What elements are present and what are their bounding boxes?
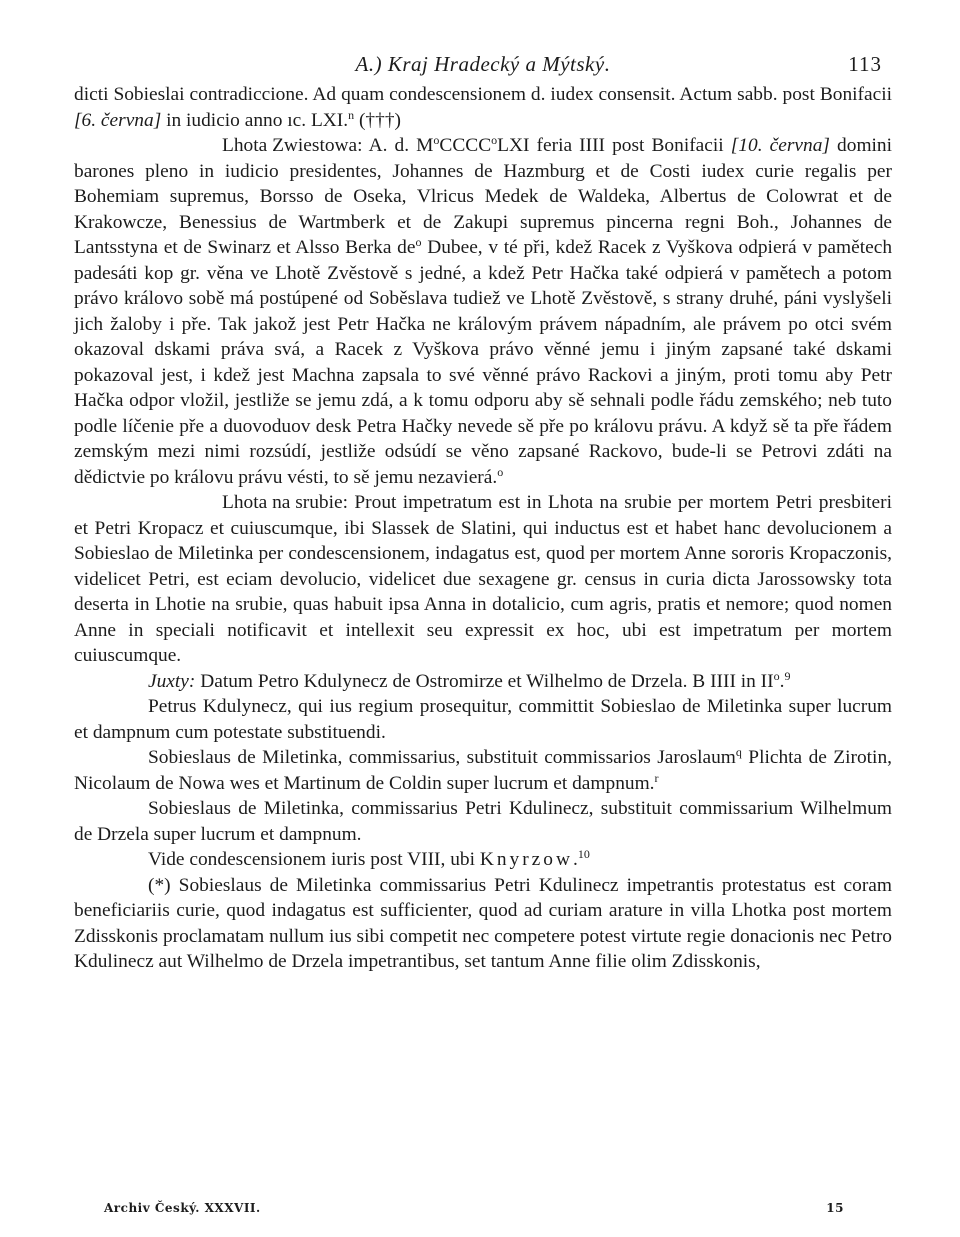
paragraph [74, 490, 892, 669]
text-run: Datum Petro Kdulynecz de Ostromirze et Wilhelmo de Drzela. B IIII in II [195, 670, 774, 692]
paragraph [74, 82, 892, 133]
footnote-mark: 10 [577, 847, 590, 861]
section-heading: Lhota na srubie: [222, 492, 349, 513]
text-run: . [572, 849, 578, 870]
text-run: Sobieslaus de Miletinka, commissarius, substituit commissarios Jaroslaum [148, 747, 736, 768]
paragraph [74, 133, 892, 490]
text-run: Sobieslaus de Miletinka, commissarius Petri Kdulinecz, substituit commissarium Wilhelmum de Drzela super lucrum et dampnum. [74, 798, 892, 845]
footnote-mark: r [654, 770, 659, 785]
footnote-mark: o [497, 464, 504, 479]
text-run: Knyrzow [479, 849, 573, 870]
text-run: Juxty: [148, 670, 196, 692]
footnote-mark: o [415, 235, 422, 249]
text-run: [10. června] [730, 135, 830, 156]
text-run: Petrus Kdulynecz, qui ius regium prosequitur, committit Sobieslao de Miletinka super lucrum et dampnum cum potestate substituendi. [74, 696, 892, 743]
footnote-mark: 9 [784, 668, 791, 683]
text-run: [6. června] [74, 109, 162, 131]
text-run: A. d. M [362, 135, 434, 156]
footnote-mark: n [348, 107, 355, 122]
section-heading: Lhota Zwiestowa: [222, 135, 363, 156]
page-header [74, 52, 892, 82]
paragraph [74, 669, 892, 695]
text-run: (*) Sobieslaus de Miletinka commissarius Petri Kdulinecz impetrantis protestatus est coram beneficiariis curie, quod indagatus est sufficienter, quod ad curiam arature in villa Lhotka post mortem Zdisskonis proclamatam nullum ius sibi competit nec competere potest virtute regie donacionis nec Petro Kdulinecz aut Wilhelmo de Drzela impetrantibus, set tantum Anne filie olim Zdisskonis, [74, 874, 892, 972]
text-run: (†††) [354, 109, 401, 131]
footnote-mark: o [773, 668, 780, 683]
journal-signature: Archiv Český. XXXVII. [104, 1201, 261, 1215]
text-run: domini barones pleno in iudicio presidentes, Johannes de Hazmburg et de Costi iudex curie regalis per Bohemiam supremus, Borsso de Oseka, Vlricus Medek de Waldeka, Albertus de Colowrat et de Krakowcze, Benessius de Wartmberk et de Zakupi supremus pincerna regni Boh., Johannes de Lantsstyna et de Swinarz et Alsso Berka de [74, 135, 892, 258]
paragraph [74, 873, 892, 975]
text-run: LXI feria IIII post Bonifacii [497, 135, 731, 156]
text-run: Vide condescensionem iuris post VIII, ubi [148, 849, 480, 870]
text-run: dicti Sobieslai contradiccione. Ad quam condescensionem d. iudex consensit. Actum sabb. post Bonifacii [74, 84, 892, 105]
running-title: A.) Kraj Hradecký a Mýtský. [355, 52, 611, 76]
text-run: in iudicio anno ıc. LXI. [161, 109, 349, 131]
page-footer [104, 1201, 844, 1221]
text-run: Prout impetratum est in Lhota na srubie per mortem Petri presbiteri et Petri Kropacz et cuiuscumque, ibi Slassek de Slatini, qui inductus est et habet hanc devolucionem a Sobieslao de Miletinka per condescensionem, indagatus est, quod per mortem Anne sororis Kropaczonis, videlicet Petri, est eciam devolucio, videlicet due sexagene gr. census in curia dicta Jarossowsky tota deserta in Lhotie na srubie, quas habuit ipsa Anna in dotalicio, cum agris, pratis et nemore; quod nomen Anne in speciali notificavit et intellexit seu expressit ex hoc, ubi est impetratum per mortem cuiuscumque. [74, 492, 892, 666]
paragraph [74, 847, 892, 873]
document-body [74, 82, 892, 975]
text-run: . [779, 670, 785, 692]
sheet-signature: 15 [826, 1201, 844, 1215]
paragraph [74, 694, 892, 745]
paragraph [74, 745, 892, 796]
text-run: Dubee, v té při, kdež Racek z Vyškova odpierá v pamětech padesáti kop gr. věna ve Lhotě Zvěstově s jedné, a kdež Petr Hačka také odpierá v pamětech a potom právo královo sobě má postúpené od Soběslava tudiež ve Lhotě Zvěstově, s strany druhé, páni vyslyšeli jich žaloby i pře. Tak jakož jest Petr Hačka ne královým právem nápadním, ale právem po otci svém okazoval dskami práva svá, a Racek z Vyškova právo věnné jemu i jiným zapsané také dskami pokazoval jest, i kdež jest Machna zapsala to své věnné právo Rackovi a jiným, proti tomu aby Petr Hačka odpor vložil, jestliže se jemu zdá, a k tomu odporu aby sě sehnali podle řádu zemského; neb tuto podle líčenie pře a duovoduov desk Petra Hačky nevede sě pře po královu právu. A když sě ta pře řádem zemským mezi nimi rozsúdí, jestliže odsúdí se věno zapsané Rackovo, bude-li se Petrovi zdáti na dědictvie po královu právu vésti, to sě jemu nezavierá. [74, 237, 893, 488]
page-number: 113 [848, 52, 882, 76]
text-run: Plichta de Zirotin, Nicolaum de Nowa wes et Martinum de Coldin super lucrum et dampnum. [74, 747, 892, 794]
text-run: CCCC [439, 135, 492, 156]
footnote-mark: o [491, 133, 498, 147]
footnote-mark: o [433, 133, 440, 147]
document-page [74, 52, 892, 975]
footnote-mark: q [735, 745, 742, 759]
paragraph [74, 796, 892, 847]
